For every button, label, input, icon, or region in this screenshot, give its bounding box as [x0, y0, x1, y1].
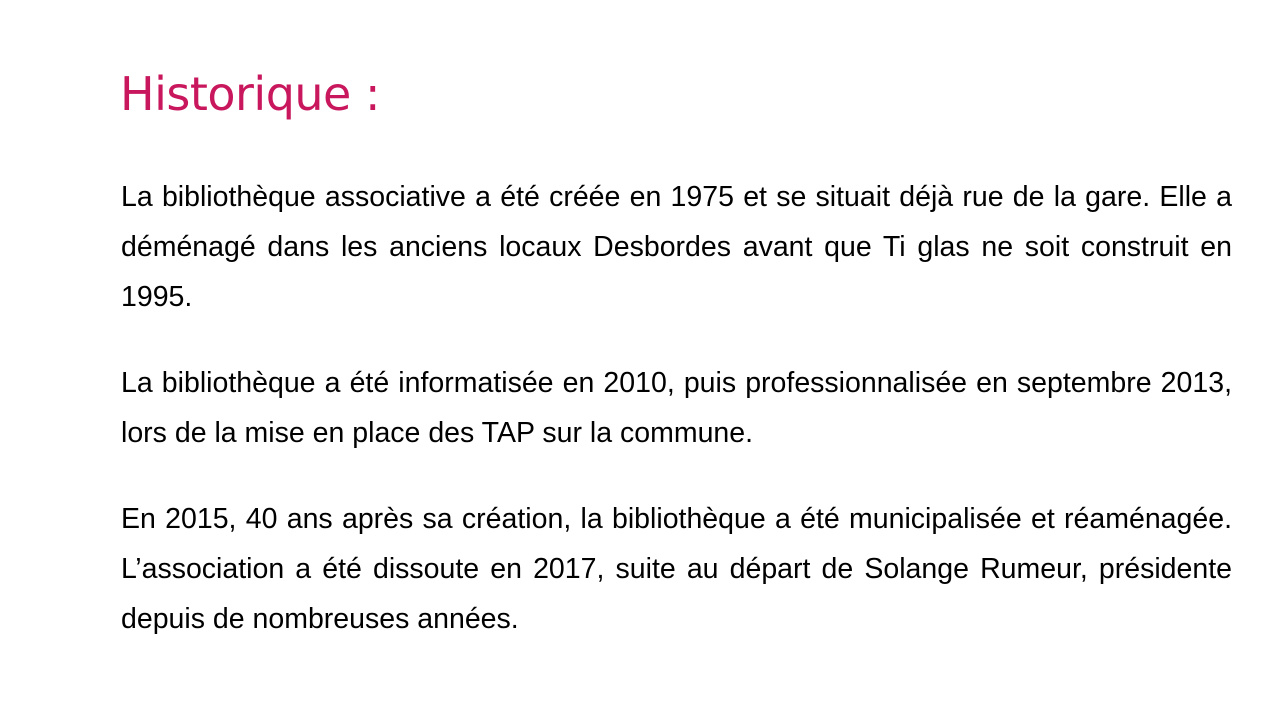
slide-body	[121, 172, 1232, 644]
paragraph-creation: La bibliothèque associative a été créée en 1975 et se situait déjà rue de la gare. Elle a déménagé dans les anciens locaux Desbordes avant que Ti glas ne soit construit en 1995.	[121, 181, 1232, 313]
slide-title: Historique :	[120, 67, 380, 121]
paragraph-computerization: La bibliothèque a été informatisée en 2010, puis professionnalisée en septembre 2013, lors de la mise en place des TAP sur la commune.	[121, 367, 1232, 449]
paragraph-municipalization: En 2015, 40 ans après sa création, la bibliothèque a été municipalisée et réaménagée. L’association a été dissoute en 2017, suite au départ de Solange Rumeur, présidente depuis de nombreuses années.	[121, 503, 1232, 635]
